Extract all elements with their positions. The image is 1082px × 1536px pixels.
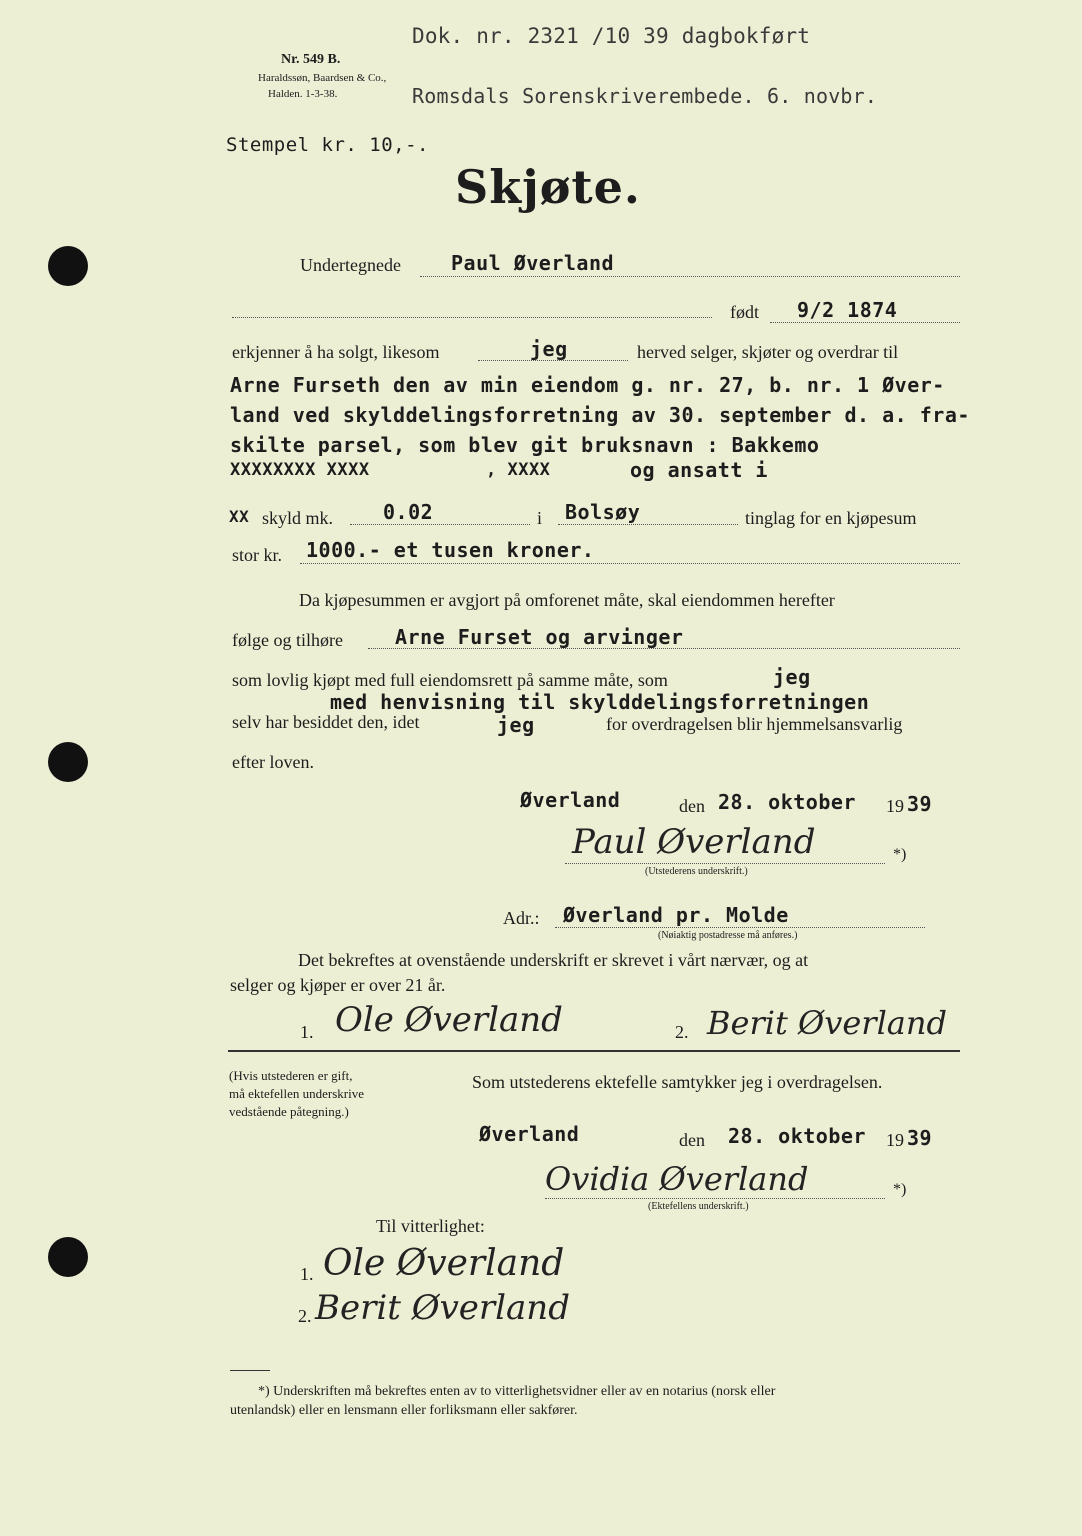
seller-extra-line — [232, 317, 712, 318]
henvisning-line: med henvisning til skylddelingsforretningen — [330, 690, 870, 714]
selv-label: selv har besiddet den, idet — [232, 712, 420, 732]
seller-signature-caption: (Utstederens underskrift.) — [645, 866, 748, 877]
struck-text-2: , XXXX — [486, 460, 551, 480]
folge-label: følge og tilhøre — [232, 630, 343, 650]
erkjenner-label: erkjenner å ha solgt, likesom — [232, 342, 440, 362]
seller-name: Paul Øverland — [451, 251, 615, 275]
seller-signature-line — [565, 863, 885, 864]
sign-asterisk: *) — [893, 846, 907, 863]
buyer-name: Arne Furset og arvinger — [395, 625, 684, 649]
struck-text-3: XX — [229, 507, 250, 526]
place-bolsoy: Bolsøy — [565, 500, 641, 524]
spouse-sign-year-prefix: 19 — [886, 1130, 904, 1150]
typed-line-3: skilte parsel, som blev git bruksnavn : Bakkemo — [230, 433, 820, 457]
spouse-asterisk: *) — [893, 1181, 907, 1198]
skyld-label: skyld mk. — [262, 508, 334, 528]
sign-year-prefix: 19 — [886, 796, 904, 816]
footnote-divider — [230, 1370, 270, 1371]
spouse-note-3: vedstående påtegning.) — [229, 1104, 349, 1119]
da-line: Da kjøpesummen er avgjort på omforenet måte, skal eiendommen herefter — [299, 590, 835, 610]
spouse-sign-place: Øverland — [479, 1122, 580, 1146]
jeg-3: jeg — [497, 713, 535, 737]
witness-1-number: 1. — [300, 1264, 314, 1284]
i-label: i — [537, 508, 543, 528]
witness-1-signature: Ole Øverland — [323, 1243, 565, 1284]
footnote-line-1: *) Underskriften må bekreftes enten av to vitterlighetsvidner eller av en notarius (norsk eller — [258, 1384, 776, 1399]
stor-kr-label: stor kr. — [232, 545, 283, 565]
document-title: Skjøte. — [455, 160, 641, 214]
undertegnede-label: Undertegnede — [300, 255, 401, 275]
herved-label: herved selger, skjøter og overdrar til — [637, 342, 899, 362]
witness-number-1: 1. — [300, 1022, 314, 1042]
sign-date: 28. oktober — [718, 790, 856, 814]
fodt-label: født — [730, 302, 759, 322]
form-number: Nr. 549 B. — [281, 52, 341, 67]
address-line — [555, 927, 925, 928]
typed-line-2: land ved skylddelingsforretning av 30. september d. a. fra- — [230, 403, 970, 427]
seller-signature: Paul Øverland — [572, 822, 816, 862]
birth-date-line — [770, 322, 960, 323]
struck-text-1: XXXXXXXX XXXX — [230, 460, 370, 480]
jeg-1-line — [478, 360, 628, 361]
place-line — [558, 524, 738, 525]
price-line — [300, 563, 960, 564]
spouse-signature: Ovidia Øverland — [545, 1160, 809, 1198]
printer-line-1: Haraldssøn, Baardsen & Co., — [258, 72, 387, 84]
jeg-1: jeg — [530, 337, 568, 361]
skyld-value: 0.02 — [383, 500, 434, 524]
confirm-witness-2-signature: Berit Øverland — [707, 1004, 947, 1042]
birth-date: 9/2 1874 — [797, 298, 898, 322]
spouse-signature-line — [545, 1198, 885, 1199]
confirm-line-1: Det bekreftes at ovenstående underskrift er skrevet i vårt nærvær, og at — [298, 950, 809, 970]
witness-number-2: 2. — [675, 1022, 689, 1042]
address-caption: (Nøiaktig postadresse må anføres.) — [658, 930, 798, 941]
spouse-signature-caption: (Ektefellens underskrift.) — [648, 1201, 749, 1212]
spouse-sign-den: den — [679, 1130, 705, 1150]
spouse-consent: Som utstederens ektefelle samtykker jeg i overdragelsen. — [472, 1072, 883, 1092]
sign-year: 39 — [907, 792, 933, 816]
spouse-sign-date: 28. oktober — [728, 1124, 866, 1148]
jeg-2: jeg — [773, 665, 811, 689]
spouse-sign-year: 39 — [907, 1126, 933, 1150]
efter-loven: efter loven. — [232, 752, 314, 772]
witness-2-number: 2. — [298, 1306, 312, 1326]
lovlig-label: som lovlig kjøpt med full eiendomsrett på samme måte, som — [232, 670, 668, 690]
punch-hole-3 — [48, 1237, 88, 1277]
typed-line-1: Arne Furseth den av min eiendom g. nr. 27, b. nr. 1 Øver- — [230, 373, 945, 397]
registry-stamp-line-2: Romsdals Sorenskriverembede. 6. novbr. — [412, 84, 878, 108]
confirm-line-2: selger og kjøper er over 21 år. — [230, 975, 446, 995]
seller-name-line — [420, 276, 960, 277]
witness-label: Til vitterlighet: — [376, 1216, 485, 1236]
punch-hole-1 — [48, 246, 88, 286]
footnote-line-2: utenlandsk) eller en lensmann eller forliksmann eller sakfører. — [230, 1403, 578, 1418]
tinglag-label: tinglag for en kjøpesum — [745, 508, 917, 528]
og-ansatt: og ansatt i — [630, 458, 768, 482]
address: Øverland pr. Molde — [563, 903, 789, 927]
spouse-note-2: må ektefellen underskrive — [229, 1086, 364, 1101]
overdragelse-label: for overdragelsen blir hjemmelsansvarlig — [606, 714, 903, 734]
witness-2-signature: Berit Øverland — [315, 1288, 570, 1328]
registry-stamp-line-1: Dok. nr. 2321 /10 39 dagbokført — [412, 24, 811, 48]
buyer-line — [368, 648, 960, 649]
adr-label: Adr.: — [503, 908, 540, 928]
sign-place: Øverland — [520, 788, 621, 812]
spouse-note-1: (Hvis utstederen er gift, — [229, 1068, 353, 1083]
punch-hole-2 — [48, 742, 88, 782]
purchase-price: 1000.- et tusen kroner. — [306, 538, 595, 562]
confirm-witness-1-signature: Ole Øverland — [335, 1000, 563, 1040]
skyld-line — [350, 524, 530, 525]
sign-den: den — [679, 796, 705, 816]
section-divider — [228, 1050, 960, 1052]
stamp-duty: Stempel kr. 10,-. — [226, 134, 429, 156]
printer-line-2: Halden. 1-3-38. — [268, 88, 338, 100]
